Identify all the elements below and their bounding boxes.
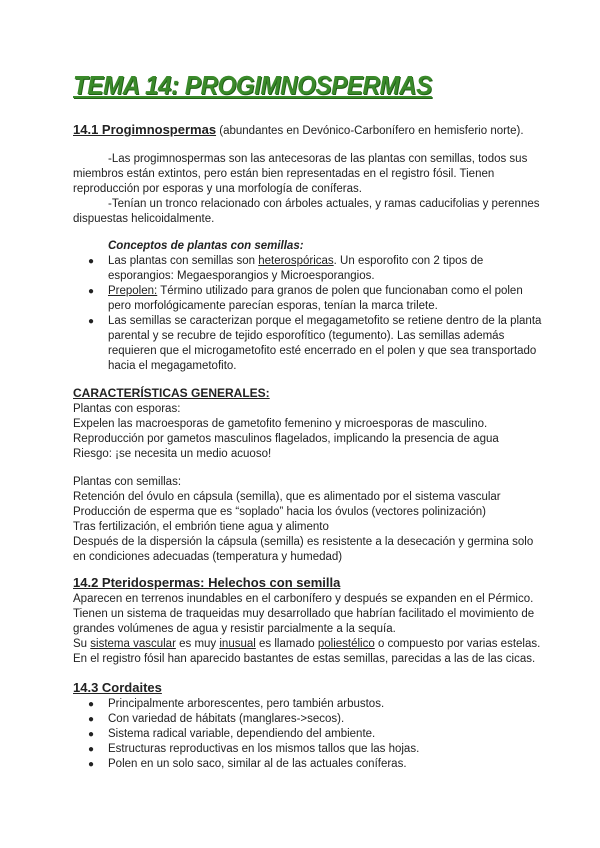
bullet-text: Principalmente arborescentes, pero también arbustos. xyxy=(108,698,385,710)
text-run: o compuesto por varias estelas. xyxy=(374,638,541,650)
paragraph-line: -Las progimnospermas son las antecesoras de las plantas con semillas, todos sus xyxy=(108,153,528,165)
paragraph-line: Producción de esperma que es “soplado” hacia los óvulos (vectores polinización) xyxy=(73,506,486,518)
bullet-text: parental y se recubre de tejido esporofítico (tegumento). Las semillas además xyxy=(108,330,505,342)
bullet-text: hacia el megagametofito. xyxy=(108,360,237,372)
section-heading: 14.3 Cordaites xyxy=(73,680,162,695)
text-run: Las plantas con semillas son xyxy=(108,255,259,267)
bullet-text: Polen en un solo saco, similar al de las actuales coníferas. xyxy=(108,758,407,770)
text-run: es muy xyxy=(175,638,220,650)
paragraph-line xyxy=(73,637,540,652)
bullet-icon: ● xyxy=(88,714,95,725)
concepts-title: Conceptos de plantas con semillas: xyxy=(108,240,304,252)
section-heading: 14.1 Progimnospermas xyxy=(73,122,217,137)
bullet-icon: ● xyxy=(88,286,95,297)
paragraph-line: Plantas con esporas: xyxy=(73,403,181,415)
section-14-1-heading-line xyxy=(73,122,524,139)
bullet-text: Estructuras reproductivas en los mismos tallos que las hojas. xyxy=(108,743,420,755)
section-heading: 14.2 Pteridospermas: Helechos con semilla xyxy=(73,575,341,590)
paragraph-line: Reproducción por gametos masculinos flagelados, implicando la presencia de agua xyxy=(73,433,499,445)
text-run: Término utilizado para granos de polen que funcionaban como el polen xyxy=(157,285,523,297)
text-run: es llamado xyxy=(255,638,318,650)
bullet-text: Con variedad de hábitats (manglares->secos). xyxy=(108,713,345,725)
underlined-term: Prepolen: xyxy=(108,285,158,297)
paragraph-line: grandes volúmenes de agua y resistir parcialmente a la sequía. xyxy=(73,623,396,635)
text-run: . Un esporofito con 2 tipos de xyxy=(333,255,484,267)
bullet-text: Las semillas se caracterizan porque el megagametofito se retiene dentro de la planta xyxy=(108,315,542,327)
bullet-icon: ● xyxy=(88,316,95,327)
paragraph-line: Después de la dispersión la cápsula (semilla) es resistente a la desecación y germina solo xyxy=(73,536,534,548)
bullet-text: requieren que el microgametofito esté encerrado en el polen y que sea transportado xyxy=(108,345,537,357)
text-run: Su xyxy=(73,638,91,650)
bullet-icon: ● xyxy=(88,729,95,740)
paragraph-line: Expelen las macroesporas de gametofito femenino y microesporas de masculino. xyxy=(73,418,488,430)
bullet-icon: ● xyxy=(88,256,95,267)
underlined-term: inusual xyxy=(219,638,256,650)
bullet-text: Sistema radical variable, dependiendo del ambiente. xyxy=(108,728,376,740)
section-heading-note: (abundantes en Devónico-Carbonífero en hemisferio norte). xyxy=(219,125,524,137)
paragraph-line: Riesgo: ¡se necesita un medio acuoso! xyxy=(73,448,272,460)
underlined-term: sistema vascular xyxy=(90,638,176,650)
underlined-term: heterospóricas xyxy=(258,255,334,267)
bullet-icon: ● xyxy=(88,759,95,770)
underlined-term: poliestélico xyxy=(317,638,375,650)
paragraph-line: Tras fertilización, el embrión tiene agua y alimento xyxy=(73,521,329,533)
paragraph-line: dispuestas helicoidalmente. xyxy=(73,213,215,225)
bullet-text xyxy=(108,254,483,269)
bullet-icon: ● xyxy=(88,744,95,755)
bullet-icon: ● xyxy=(88,699,95,710)
paragraph-line: Aparecen en terrenos inundables en el carbonífero y después se expanden en el Pérmico. xyxy=(73,593,534,605)
bullet-text: esporangios: Megaesporangios y Microesporangios. xyxy=(108,270,375,282)
bullet-text xyxy=(108,284,523,299)
paragraph-line: Retención del óvulo en cápsula (semilla), que es alimentado por el sistema vascular xyxy=(73,491,501,503)
paragraph-line: miembros están extintos, pero están bien representadas en el registro fósil. Tienen xyxy=(73,168,495,180)
section-heading: CARACTERÍSTICAS GENERALES: xyxy=(73,386,270,400)
paragraph-line: Tienen un sistema de traqueidas muy desarrollado que habrían facilitado el movimiento de xyxy=(73,608,535,620)
paragraph-line: -Tenían un tronco relacionado con árboles actuales, y ramas caducifolias y perennes xyxy=(108,198,540,210)
bullet-text: pero morfológicamente parecían esporas, tenían la marca trilete. xyxy=(108,300,438,312)
paragraph-line: en condiciones adecuadas (temperatura y humedad) xyxy=(73,551,343,563)
paragraph-line: Plantas con semillas: xyxy=(73,476,182,488)
page-title: TEMA 14: PROGIMNOSPERMAS xyxy=(73,70,432,100)
paragraph-line: En el registro fósil han aparecido bastantes de estas semillas, parecidas a las de las cicas. xyxy=(73,653,536,665)
paragraph-line: reproducción por esporas y una morfología de coníferas. xyxy=(73,183,362,195)
